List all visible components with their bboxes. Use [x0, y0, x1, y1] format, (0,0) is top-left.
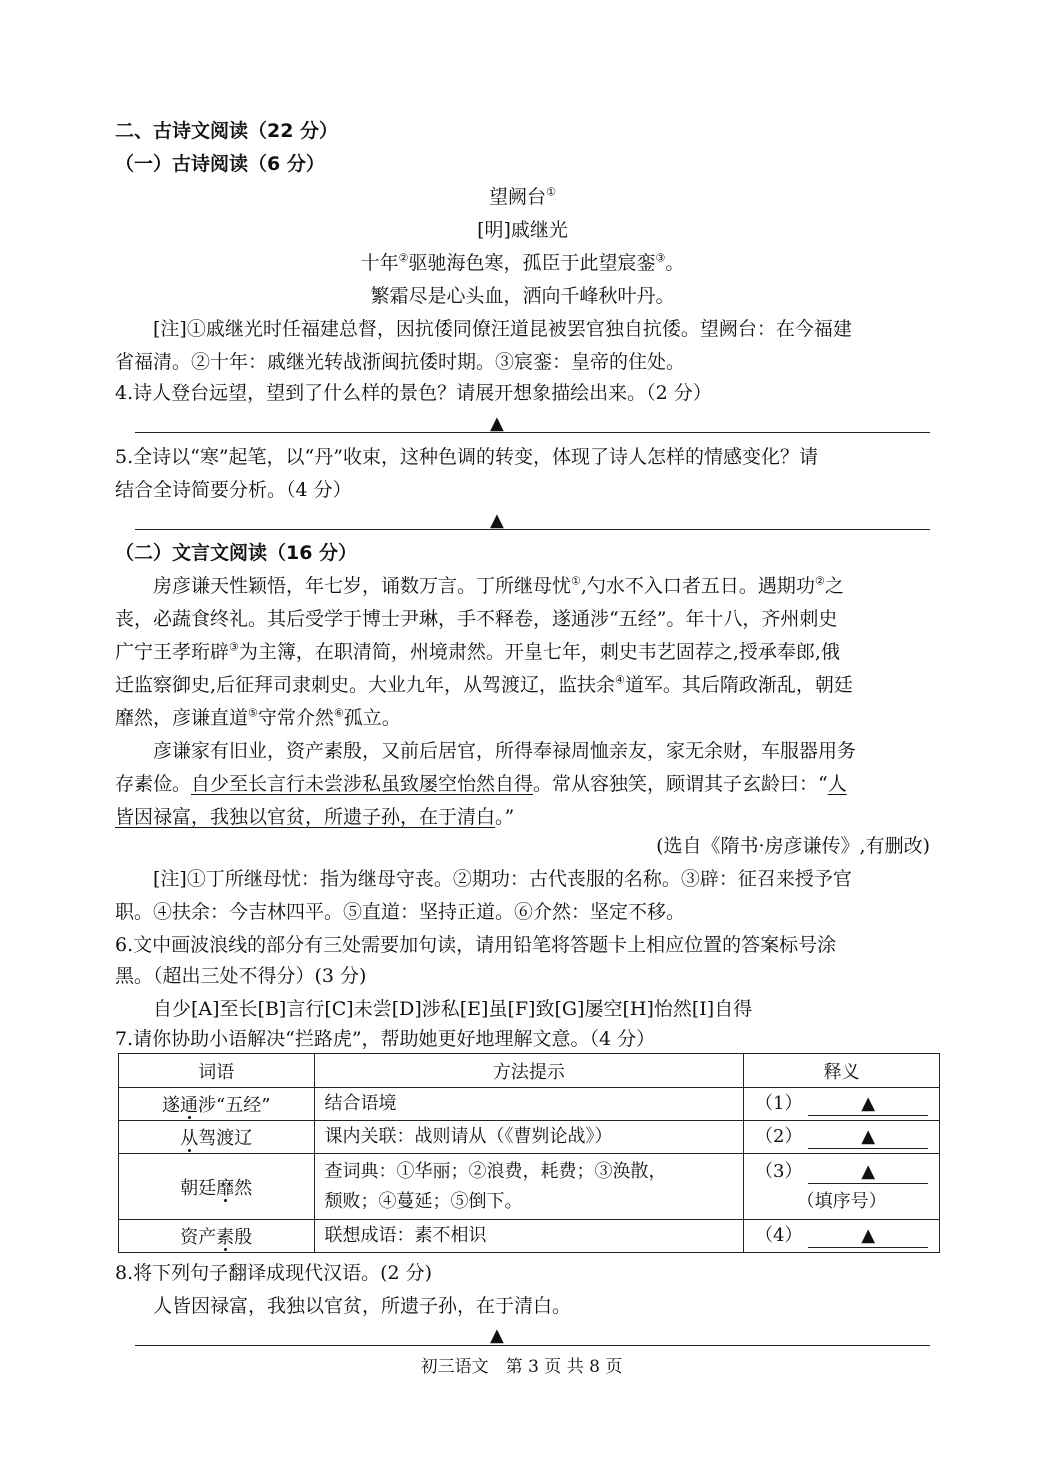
- section-title: 二、古诗文阅读（22 分）: [115, 120, 339, 142]
- table-answer[interactable]: （1） ▲: [744, 1088, 940, 1121]
- table-method: 联想成语：素不相识: [314, 1220, 744, 1253]
- underlined-sentence: 皆因禄富，我独以官贫，所遗子孙，在于清白: [115, 806, 496, 828]
- table-header-meaning: 释义: [744, 1054, 940, 1088]
- passage-note-2: 职。④扶余：今吉林四平。⑤直道：坚持正道。⑥介然：坚定不移。: [115, 901, 686, 923]
- passage-p1-line-1: 房彦谦天性颖悟，年七岁，诵数万言。丁所继母忧①,勺水不入口者五日。遇期功②之: [153, 574, 844, 597]
- table-answer[interactable]: （4） ▲: [744, 1220, 940, 1253]
- question-6-options: 自少[A]至长[B]言行[C]未尝[D]涉私[E]虽[F]致[G]屡空[H]怡然[I]自得: [153, 998, 753, 1020]
- wavy-underlined-sentence: 自少至长言行未尝涉私虽致屡空怡然自得: [191, 773, 534, 795]
- page-footer: 初三语文 第 3 页 共 8 页: [420, 1357, 623, 1377]
- answer-marker-q5: ▲: [490, 510, 504, 531]
- question-6-line-1: 6.文中画波浪线的部分有三处需要加句读，请用铅笔将答题卡上相应位置的答案标号涂: [115, 934, 837, 956]
- table-row: [119, 1220, 940, 1253]
- passage-p1-line-3: 广宁王孝珩辟③为主簿，在职清简，州境肃然。开皇七年，刺史韦艺固荐之,授承奉郎,俄: [115, 640, 840, 663]
- answer-marker-q8: ▲: [490, 1325, 504, 1346]
- table-row: [119, 1154, 940, 1220]
- question-7: 7.请你协助小语解决“拦路虎”，帮助她更好地理解文意。（4 分）: [115, 1028, 656, 1050]
- passage-source: (选自《隋书·房彦谦传》,有删改): [656, 835, 930, 857]
- table-word: 从驾渡辽: [119, 1121, 315, 1154]
- table-header-word: 词语: [119, 1054, 315, 1088]
- question-5-line-2: 结合全诗简要分析。（4 分）: [115, 479, 352, 501]
- table-row: [119, 1088, 940, 1121]
- question-8-sentence: 人皆因禄富，我独以官贫，所遗子孙，在于清白。: [153, 1295, 572, 1317]
- table-word: 遂通涉“五经”: [119, 1088, 315, 1121]
- question-6-line-2: 黑。（超出三处不得分）(3 分): [115, 965, 367, 987]
- question-5-line-1: 5.全诗以“寒”起笔，以“丹”收束，这种色调的转变，体现了诗人怎样的情感变化？请: [115, 446, 818, 468]
- poem-line-2: 繁霜尽是心头血，洒向千峰秋叶丹。: [370, 285, 675, 307]
- poem-note-2: 省福清。②十年：戚继光转战浙闽抗倭时期。③宸銮：皇帝的住处。: [115, 351, 686, 373]
- poem-title: 望阙台①: [489, 185, 556, 208]
- table-row: [119, 1121, 940, 1154]
- table-word: 朝廷靡然: [119, 1154, 315, 1220]
- passage-p2-line-1: 彦谦家有旧业，资产素殷，又前后居官，所得奉禄周恤亲友，家无余财，车服器用务: [153, 740, 857, 762]
- passage-note-1: [注]①丁所继母忧：指为继母守丧。②期功：古代丧服的名称。③辟：征召来授予官: [153, 868, 852, 890]
- answer-marker-q4: ▲: [490, 413, 504, 434]
- answer-line-q5: [135, 529, 930, 530]
- table-answer[interactable]: （2） ▲: [744, 1121, 940, 1154]
- table-method: 结合语境: [314, 1088, 744, 1121]
- table-header-method: 方法提示: [314, 1054, 744, 1088]
- passage-p1-line-4: 迁监察御史,后征拜司隶刺史。大业九年，从驾渡辽，监扶余④道军。其后隋政渐乱，朝廷: [115, 673, 853, 696]
- passage-p2-line-3: 皆因禄富，我独以官贫，所遗子孙，在于清白。”: [115, 806, 515, 828]
- answer-line-q8: [135, 1345, 930, 1346]
- part2-title: （二）文言文阅读（16 分）: [115, 542, 358, 564]
- table-answer[interactable]: （3） ▲ （填序号）: [744, 1154, 940, 1220]
- passage-p2-line-2: 存素俭。自少至长言行未尝涉私虽致屡空怡然自得。常从容独笑，顾谓其子玄龄曰：“人: [115, 773, 847, 795]
- table-method: 课内关联：战则请从（《曹刿论战》）: [314, 1121, 744, 1154]
- passage-p1-line-2: 丧，必蔬食终礼。其后受学于博士尹琳，手不释卷，遂通涉“五经”。年十八，齐州刺史: [115, 608, 838, 630]
- answer-line-q4: [135, 432, 930, 433]
- part1-title: （一）古诗阅读（6 分）: [115, 153, 325, 175]
- poem-author: [明]戚继光: [477, 219, 568, 241]
- question-4: 4.诗人登台远望，望到了什么样的景色？请展开想象描绘出来。（2 分）: [115, 382, 712, 404]
- poem-line-1: 十年②驱驰海色寒，孤臣于此望宸銮③。: [360, 251, 685, 274]
- question-8: 8.将下列句子翻译成现代汉语。(2 分): [115, 1262, 433, 1284]
- table-header-row: [119, 1054, 940, 1088]
- table-word: 资产素殷: [119, 1220, 315, 1253]
- vocabulary-table: [118, 1053, 940, 1253]
- passage-p1-line-5: 靡然，彦谦直道⑤守常介然⑥孤立。: [115, 706, 401, 729]
- poem-note-1: [注]①戚继光时任福建总督，因抗倭同僚汪道昆被罢官独自抗倭。望阙台：在今福建: [153, 318, 852, 340]
- table-method: 查词典：①华丽；②浪费，耗费；③涣散， 颓败；④蔓延；⑤倒下。: [314, 1154, 744, 1220]
